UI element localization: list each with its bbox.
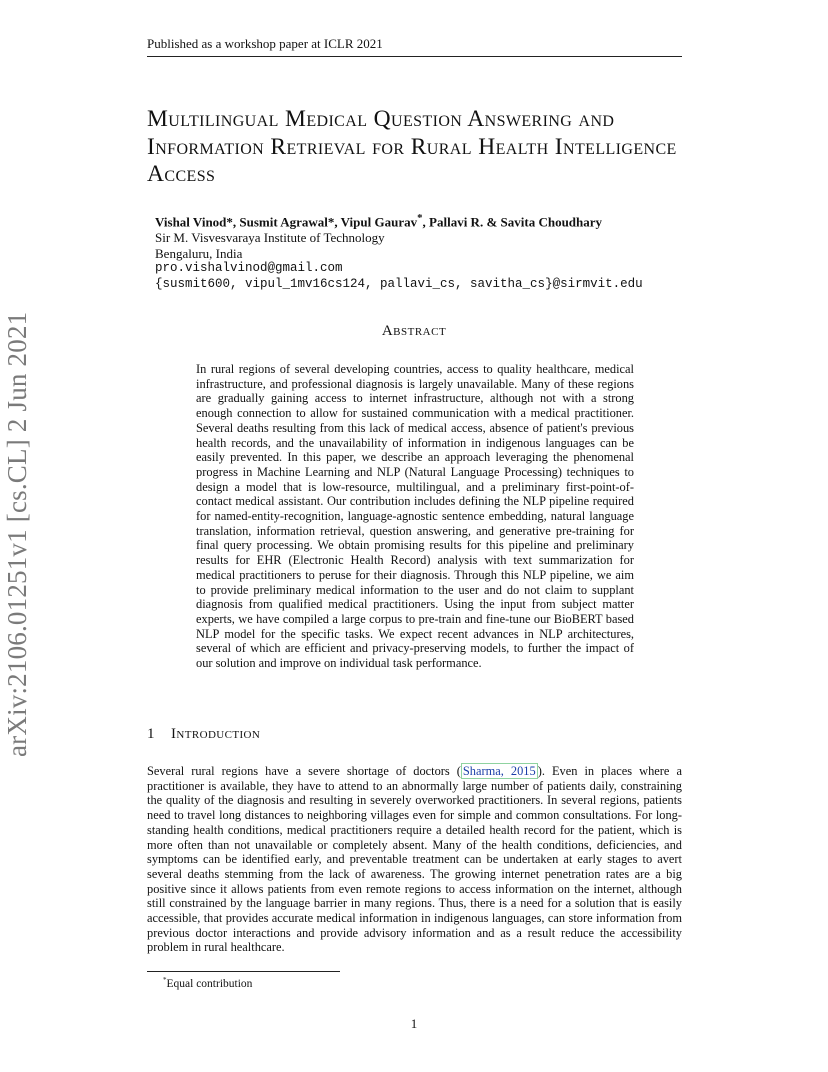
introduction-paragraph (147, 764, 682, 955)
affiliation: Sir M. Visvesvaraya Institute of Technology (155, 229, 385, 245)
section-title: Introduction (171, 726, 261, 742)
author-names (155, 211, 685, 230)
intro-text-before: Several rural regions have a severe shortage of doctors ( (147, 764, 461, 778)
abstract-heading: Abstract (381, 323, 447, 339)
equal-contribution-mark: * (417, 212, 423, 224)
paper-title: Multilingual Medical Question Answering and Information Retrieval for Rural Health Intelligence Access (147, 106, 677, 187)
section-number: 1 (147, 726, 155, 742)
citation-link[interactable]: Sharma, 2015 (462, 764, 536, 778)
author-names-main: Vishal Vinod*, Susmit Agrawal*, Vipul Gaurav (155, 214, 418, 230)
footnote-rule (147, 971, 340, 972)
author-names-rest: , Pallavi R. & Savita Choudhary (422, 214, 603, 230)
location: Bengaluru, India (155, 245, 243, 261)
page-number: 1 (410, 1016, 418, 1031)
running-header: Published as a workshop paper at ICLR 2021 (147, 36, 682, 57)
section-heading (147, 726, 682, 743)
email-primary[interactable]: pro.vishalvinod@gmail.com (155, 261, 343, 276)
footnote-mark: * (163, 976, 167, 984)
abstract-text: In rural regions of several developing countries, access to quality healthcare, medical infrastructure, and professional diagnosis is largely unavailable. Many of these regions are gradually gaining access to internet infrastructure, although not with a strong enough connection to allow for sustained communication with a medical practitioner. Several deaths resulting from this lack of medical access, absence of patient's previous health records, and the unavailability of information in indigenous languages can be easily prevented. In this paper, we describe an approach leveraging the phenomenal progress in Machine Learning and NLP (Natural Language Processing) techniques to design a model that is low-resource, multilingual, and a preliminary first-point-of-contact medical assistant. Our contribution includes defining the NLP pipeline required for named-entity-recognition, language-agnostic sentence embedding, natural language translation, information retrieval, question answering, and generative pre-training for final query processing. We obtain promising results for this pipeline and preliminary results for EHR (Electronic Health Record) analysis with text summarization for medical practitioners to peruse for their diagnosis. Through this NLP pipeline, we aim to provide preliminary medical information to the user and do not claim to supplant diagnosis from qualified medical practitioners. Using the input from subject matter experts, we have compiled a large corpus to pre-train and fine-tune our BioBERT based NLP model for the specific tasks. We expect recent advances in NLP architectures, several of which are efficient and privacy-preserving models, to further the impact of our solution and improve on individual task performance. (196, 362, 634, 671)
footnote-text: Equal contribution (166, 977, 253, 990)
email-group[interactable]: {susmit600, vipul_1mv16cs124, pallavi_cs, savitha_cs}@sirmvit.edu (155, 276, 643, 291)
author-block (155, 211, 685, 292)
footnote (163, 976, 252, 990)
intro-text-after: ). Even in places where a practitioner is available, they have to attend to an abnormally large number of patients daily, constraining the quality of the diagnosis and resulting in severely overworked practitioners. In several regions, patients need to travel long distances to neighboring villages even for simple and common consultations. For long-standing health conditions, medical practitioners require a detailed health record for the patient, which is more often than not unavailable or completely absent. Many of the health conditions, deficiencies, and symptoms can be identified early, and preventable treatment can be undertaken at early stages to avert several deaths stemming from the lack of awareness. The growing internet penetration rates are a big positive since it allows patients from even remote regions to access information on the internet, although still constrained by the language barrier in many regions. Thus, there is a need for a solution that is easily accessible, that provides accurate medical information in indigenous languages, can store information from previous doctor interactions and provide advisory information and as a result reduce the accessibility problem in rural healthcare. (147, 764, 682, 955)
arxiv-stamp: arXiv:2106.01251v1 [cs.CL] 2 Jun 2021 (2, 311, 32, 757)
